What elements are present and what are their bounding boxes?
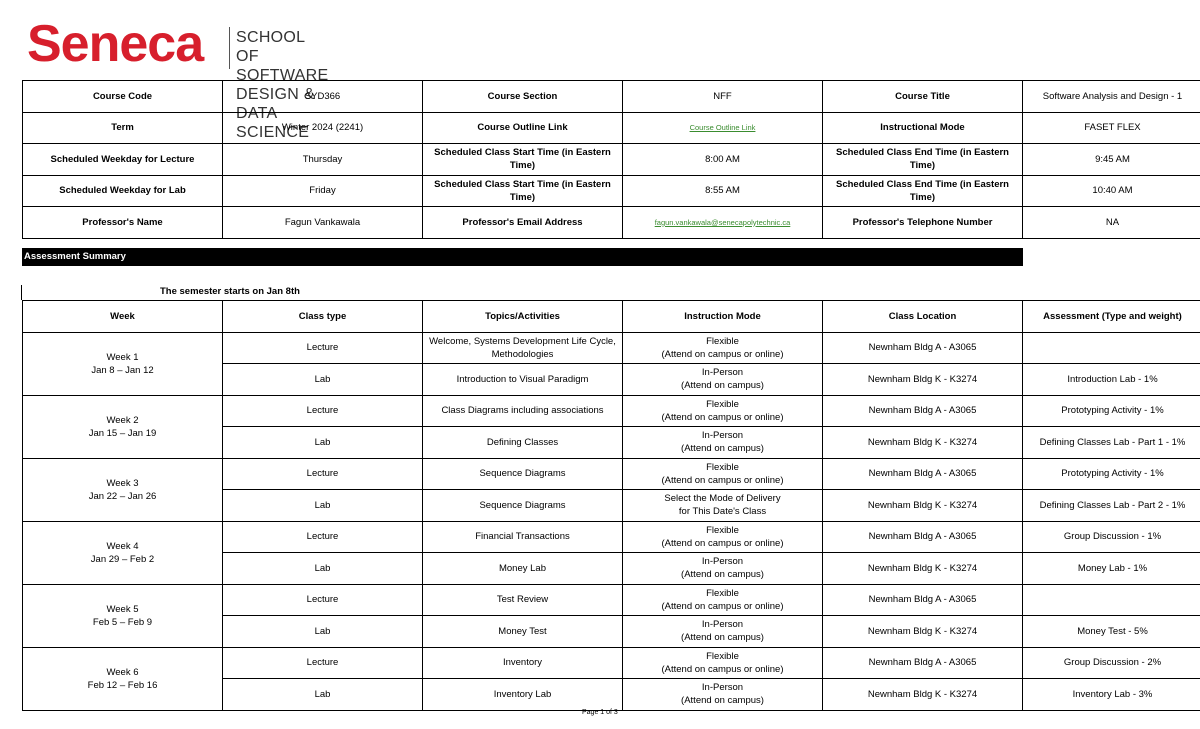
assessment-cell: Defining Classes Lab - Part 2 - 1% <box>1023 490 1200 522</box>
course-code-value: SYD366 <box>223 81 423 113</box>
prof-phone-value: NA <box>1023 207 1200 239</box>
week-label: Week 5 <box>106 603 139 615</box>
instruction-mode-cell <box>623 364 823 396</box>
info-row <box>23 175 1200 207</box>
header-topics: Topics/Activities <box>423 301 623 333</box>
week-label: Week 6 <box>106 666 139 678</box>
topic-cell-line: Sequence Diagrams <box>479 468 566 480</box>
instruction-mode-cell-line: (Attend on campus or online) <box>661 474 784 486</box>
instruction-mode-cell-line: Select the Mode of Delivery <box>664 493 781 505</box>
topic-cell-line: Money Lab <box>498 562 546 574</box>
instruction-mode-cell-line: In-Person <box>701 682 744 694</box>
instruction-mode-cell-line: Flexible <box>706 650 739 662</box>
assessment-cell <box>1023 332 1200 364</box>
instruction-mode-cell <box>623 427 823 459</box>
lab-day-value: Friday <box>223 175 423 207</box>
week-label: Week 1 <box>106 351 139 363</box>
assessment-cell: Inventory Lab - 3% <box>1023 679 1200 711</box>
topic-cell-line: Methodologies <box>491 348 554 360</box>
class-type-cell: Lab <box>223 679 423 711</box>
instruction-mode-cell-line: Flexible <box>706 398 739 410</box>
instruction-mode-cell-line: (Attend on campus) <box>681 695 764 707</box>
semester-start-note: The semester starts on Jan 8th <box>160 286 300 297</box>
class-type-cell: Lecture <box>223 584 423 616</box>
topic-cell <box>423 427 623 459</box>
assessment-cell: Group Discussion - 1% <box>1023 521 1200 553</box>
week-cell <box>23 458 223 521</box>
topic-cell <box>423 679 623 711</box>
assessment-cell: Defining Classes Lab - Part 1 - 1% <box>1023 427 1200 459</box>
outline-link-cell <box>623 112 823 144</box>
header-week: Week <box>23 301 223 333</box>
week-dates: Jan 29 – Feb 2 <box>90 553 155 565</box>
instruction-mode-cell <box>623 647 823 679</box>
course-section-value: NFF <box>623 81 823 113</box>
assessment-cell: Money Test - 5% <box>1023 616 1200 648</box>
topic-cell <box>423 616 623 648</box>
class-location-cell: Newnham Bldg K - K3274 <box>823 679 1023 711</box>
header-class-location: Class Location <box>823 301 1023 333</box>
topic-cell <box>423 553 623 585</box>
week-cell <box>23 332 223 395</box>
instruction-mode-cell-line: (Attend on campus) <box>681 569 764 581</box>
lecture-end-label: Scheduled Class End Time (in Eastern Time) <box>823 144 1023 176</box>
class-location-cell: Newnham Bldg A - A3065 <box>823 647 1023 679</box>
instruction-mode-cell-line: In-Person <box>701 367 744 379</box>
week-label: Week 2 <box>106 414 139 426</box>
instruction-mode-cell-line: for This Date's Class <box>678 506 767 518</box>
topic-cell <box>423 364 623 396</box>
course-outline-link[interactable]: Course Outline Link <box>689 123 756 133</box>
lab-start-value: 8:55 AM <box>623 175 823 207</box>
class-type-cell: Lab <box>223 490 423 522</box>
week-cell <box>23 395 223 458</box>
class-location-cell: Newnham Bldg K - K3274 <box>823 616 1023 648</box>
course-title-value: Software Analysis and Design - 1 <box>1023 81 1200 113</box>
outline-link-label: Course Outline Link <box>423 112 623 144</box>
topic-cell-line: Money Test <box>498 625 547 637</box>
semester-left-border <box>21 285 22 300</box>
topic-cell-line: Inventory <box>502 657 543 669</box>
schedule-row <box>23 584 1200 616</box>
topic-cell-line: Introduction to Visual Paradigm <box>456 373 589 385</box>
info-row <box>23 81 1200 113</box>
header-class-type: Class type <box>223 301 423 333</box>
class-location-cell: Newnham Bldg K - K3274 <box>823 553 1023 585</box>
assessment-cell: Group Discussion - 2% <box>1023 647 1200 679</box>
header-assessment: Assessment (Type and weight) <box>1023 301 1200 333</box>
info-row <box>23 207 1200 239</box>
topic-cell-line: Sequence Diagrams <box>479 499 566 511</box>
prof-name-label: Professor's Name <box>23 207 223 239</box>
lecture-start-label: Scheduled Class Start Time (in Eastern Time) <box>423 144 623 176</box>
instruction-mode-cell-line: In-Person <box>701 556 744 568</box>
topic-cell <box>423 395 623 427</box>
class-type-cell: Lecture <box>223 395 423 427</box>
info-row <box>23 112 1200 144</box>
instruction-mode-cell <box>623 332 823 364</box>
class-location-cell: Newnham Bldg A - A3065 <box>823 584 1023 616</box>
assessment-cell: Prototyping Activity - 1% <box>1023 458 1200 490</box>
schedule-row <box>23 395 1200 427</box>
lab-day-label: Scheduled Weekday for Lab <box>23 175 223 207</box>
lecture-day-label: Scheduled Weekday for Lecture <box>23 144 223 176</box>
course-section-label: Course Section <box>423 81 623 113</box>
course-code-label: Course Code <box>23 81 223 113</box>
topic-cell-line: Inventory Lab <box>493 688 552 700</box>
class-type-cell: Lab <box>223 364 423 396</box>
schedule-row <box>23 521 1200 553</box>
course-info-table <box>22 80 1200 239</box>
schedule-body <box>23 332 1200 710</box>
instruction-mode-cell-line: In-Person <box>701 619 744 631</box>
instruction-mode-cell-line: Flexible <box>706 587 739 599</box>
assessment-cell: Prototyping Activity - 1% <box>1023 395 1200 427</box>
schedule-table <box>22 300 1200 711</box>
topic-cell-line: Class Diagrams including associations <box>441 405 604 417</box>
lab-end-value: 10:40 AM <box>1023 175 1200 207</box>
instruction-mode-cell-line: (Attend on campus or online) <box>661 663 784 675</box>
schedule-row <box>23 332 1200 364</box>
class-type-cell: Lab <box>223 553 423 585</box>
lecture-end-value: 9:45 AM <box>1023 144 1200 176</box>
class-type-cell: Lecture <box>223 332 423 364</box>
schedule-row <box>23 458 1200 490</box>
week-dates: Feb 5 – Feb 9 <box>92 616 153 628</box>
topic-cell <box>423 521 623 553</box>
topic-cell <box>423 458 623 490</box>
instruction-mode-cell-line: (Attend on campus or online) <box>661 600 784 612</box>
logo-wordmark: Seneca <box>27 15 204 73</box>
class-type-cell: Lecture <box>223 458 423 490</box>
class-location-cell: Newnham Bldg K - K3274 <box>823 364 1023 396</box>
class-type-cell: Lecture <box>223 521 423 553</box>
assessment-cell: Money Lab - 1% <box>1023 553 1200 585</box>
prof-name-value: Fagun Vankawala <box>223 207 423 239</box>
instruction-mode-cell-line: Flexible <box>706 461 739 473</box>
class-location-cell: Newnham Bldg K - K3274 <box>823 427 1023 459</box>
instruction-mode-cell-line: (Attend on campus or online) <box>661 537 784 549</box>
assessment-cell <box>1023 584 1200 616</box>
instruction-mode-cell-line: Flexible <box>706 335 739 347</box>
term-value: Winter 2024 (2241) <box>223 112 423 144</box>
instruction-mode-cell <box>623 616 823 648</box>
instruction-mode-cell-line: (Attend on campus or online) <box>661 411 784 423</box>
instruction-mode-cell-line: (Attend on campus or online) <box>661 348 784 360</box>
prof-email-cell <box>623 207 823 239</box>
header-instruction-mode: Instruction Mode <box>623 301 823 333</box>
class-type-cell: Lab <box>223 427 423 459</box>
prof-email-label: Professor's Email Address <box>423 207 623 239</box>
instruction-mode-cell-line: Flexible <box>706 524 739 536</box>
lab-end-label: Scheduled Class End Time (in Eastern Time) <box>823 175 1023 207</box>
topic-cell-line: Test Review <box>496 594 549 606</box>
week-dates: Jan 8 – Jan 12 <box>91 364 154 376</box>
lecture-start-value: 8:00 AM <box>623 144 823 176</box>
instruction-mode-cell <box>623 458 823 490</box>
term-label: Term <box>23 112 223 144</box>
assessment-cell: Introduction Lab - 1% <box>1023 364 1200 396</box>
week-dates: Jan 15 – Jan 19 <box>88 427 157 439</box>
instruction-mode-cell <box>623 490 823 522</box>
prof-phone-label: Professor's Telephone Number <box>823 207 1023 239</box>
prof-email-link[interactable]: fagun.vankawala@senecapolytechnic.ca <box>654 217 791 227</box>
week-cell <box>23 584 223 647</box>
week-label: Week 3 <box>106 477 139 489</box>
class-type-cell: Lab <box>223 616 423 648</box>
topic-cell <box>423 490 623 522</box>
page-number: Page 1 of 3 <box>582 709 618 716</box>
class-location-cell: Newnham Bldg A - A3065 <box>823 395 1023 427</box>
instructional-mode-label: Instructional Mode <box>823 112 1023 144</box>
class-location-cell: Newnham Bldg A - A3065 <box>823 458 1023 490</box>
course-title-label: Course Title <box>823 81 1023 113</box>
instruction-mode-cell <box>623 395 823 427</box>
topic-cell <box>423 332 623 364</box>
logo-school-line1: SCHOOL OF SOFTWARE <box>236 29 329 84</box>
instructional-mode-value: FASET FLEX <box>1023 112 1200 144</box>
week-label: Week 4 <box>106 540 139 552</box>
week-cell <box>23 647 223 710</box>
instruction-mode-cell-line: In-Person <box>701 430 744 442</box>
logo-divider <box>229 27 230 69</box>
week-dates: Feb 12 – Feb 16 <box>87 679 158 691</box>
topic-cell-line: Financial Transactions <box>475 531 570 543</box>
class-location-cell: Newnham Bldg K - K3274 <box>823 490 1023 522</box>
instruction-mode-cell-line: (Attend on campus) <box>681 380 764 392</box>
schedule-header-row <box>23 301 1200 333</box>
instruction-mode-cell <box>623 521 823 553</box>
topic-cell <box>423 647 623 679</box>
class-location-cell: Newnham Bldg A - A3065 <box>823 521 1023 553</box>
instruction-mode-cell <box>623 679 823 711</box>
instruction-mode-cell-line: (Attend on campus) <box>681 632 764 644</box>
class-location-cell: Newnham Bldg A - A3065 <box>823 332 1023 364</box>
instruction-mode-cell <box>623 553 823 585</box>
lab-start-label: Scheduled Class Start Time (in Eastern Time) <box>423 175 623 207</box>
lecture-day-value: Thursday <box>223 144 423 176</box>
logo-school-line2: DESIGN & DATA SCIENCE <box>236 86 315 141</box>
instruction-mode-cell <box>623 584 823 616</box>
topic-cell-line: Welcome, Systems Development Life Cycle, <box>429 335 616 347</box>
week-dates: Jan 22 – Jan 26 <box>88 490 157 502</box>
class-type-cell: Lecture <box>223 647 423 679</box>
assessment-summary-header: Assessment Summary <box>22 248 1023 266</box>
info-row <box>23 144 1200 176</box>
topic-cell-line: Defining Classes <box>486 436 559 448</box>
instruction-mode-cell-line: (Attend on campus) <box>681 443 764 455</box>
week-cell <box>23 521 223 584</box>
topic-cell <box>423 584 623 616</box>
schedule-row <box>23 647 1200 679</box>
